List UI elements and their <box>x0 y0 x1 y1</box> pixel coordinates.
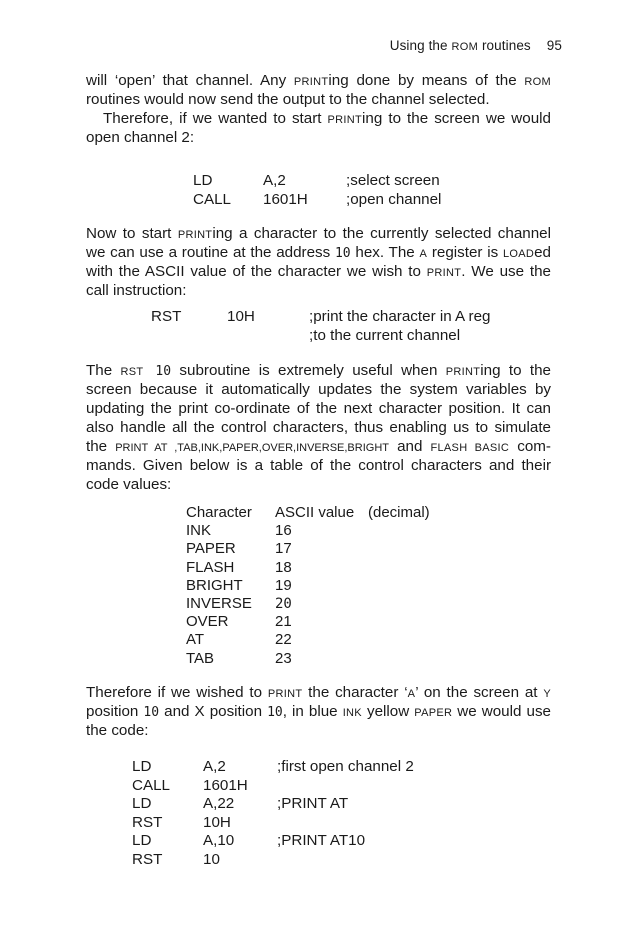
text-line: Therefore if we wished to PRINT the character ‘A’ on the screen at Y <box>86 684 551 701</box>
code-comment: ;select screen <box>346 172 440 189</box>
text-line: mands. Given below is a table of the control characters and their <box>86 457 551 474</box>
column-header: (decimal) <box>368 504 430 521</box>
control-character: OVER <box>186 613 229 631</box>
ascii-value: 19 <box>275 576 292 594</box>
control-character: FLASH <box>186 558 235 576</box>
code-op: LD <box>132 758 152 775</box>
code-comment: ;print the character in A reg <box>309 308 491 325</box>
column-header: Character <box>186 504 252 521</box>
code-op: LD <box>193 172 213 189</box>
running-header <box>390 38 562 53</box>
code-op: RST <box>132 813 163 831</box>
code-arg: A,2 <box>203 758 226 775</box>
ascii-value: 16 <box>275 522 292 540</box>
code-op: LD <box>132 832 152 849</box>
text-line: call instruction: <box>86 282 187 299</box>
code-op: RST <box>132 850 163 868</box>
code-arg: 10H <box>203 813 231 831</box>
column-header: ASCII value <box>275 504 355 521</box>
control-character: BRIGHT <box>186 576 243 594</box>
ascii-value: 21 <box>275 613 292 631</box>
paragraph-5 <box>86 683 551 740</box>
code-arg: 10H <box>227 308 255 325</box>
text-line: The RST 10 subroutine is extremely useful when PRINTing to the <box>86 362 552 379</box>
control-character: PAPER <box>186 540 236 558</box>
ascii-value: 23 <box>275 649 292 667</box>
code-arg: 1601H <box>263 191 308 208</box>
paragraph-2 <box>86 109 551 147</box>
ascii-value: 20 <box>275 595 292 612</box>
code-op: RST <box>151 308 182 325</box>
ascii-value: 17 <box>275 540 292 558</box>
text-line: code values: <box>86 476 172 493</box>
text-line: position 10 and X position 10, in blue INK yellow PAPER we would use <box>86 703 551 720</box>
text-line: routines would now send the output to the channel selected. <box>86 91 490 108</box>
text-line: with the ASCII value of the character we wish to PRINT. We use the <box>86 263 551 280</box>
running-title: Using the ROM routines <box>389 38 531 53</box>
code-comment: ;first open channel 2 <box>277 758 414 775</box>
text-line: screen because it automatically updates the system variables by <box>86 381 551 398</box>
text-line: will ‘open’ that channel. Any PRINTing done by means of the ROM <box>86 72 551 89</box>
code-arg: 10 <box>203 850 220 868</box>
paragraph-1 <box>86 71 551 109</box>
control-character: TAB <box>186 649 215 667</box>
code-arg: A,10 <box>203 832 235 849</box>
text-line: also handle all the control characters, thus enabling us to simulate <box>86 419 551 436</box>
text-line: Therefore, if we wanted to start PRINTing to the screen we would <box>103 110 551 127</box>
code-op: CALL <box>193 191 231 208</box>
control-character: INVERSE <box>186 594 252 612</box>
text-line: the PRINT AT ,TAB,INK,PAPER,OVER,INVERSE,BRIGHT and FLASH BASIC com- <box>86 438 551 455</box>
ascii-value: 22 <box>275 631 292 649</box>
code-comment: ;PRINT AT10 <box>277 832 366 849</box>
code-comment: ;PRINT AT <box>277 795 349 812</box>
control-character: INK <box>186 522 212 540</box>
code-arg: 1601H <box>203 776 248 794</box>
code-comment: ;open channel <box>346 191 442 208</box>
ascii-value: 18 <box>275 558 292 576</box>
text-line: we can use a routine at the address 10 hex. The A register is LOADed <box>86 244 551 261</box>
code-op: CALL <box>132 776 170 794</box>
code-op: LD <box>132 795 152 812</box>
text-line: updating the print co-ordinate of the next character position. It can <box>86 400 551 417</box>
text-line: the code: <box>86 722 149 739</box>
code-comment: ;to the current channel <box>309 327 461 344</box>
text-line: Now to start PRINTing a character to the currently selected channel <box>86 225 552 242</box>
paragraph-4 <box>86 361 551 494</box>
code-arg: A,22 <box>203 795 235 812</box>
page-number: 95 <box>546 38 562 53</box>
control-character: AT <box>186 631 205 649</box>
code-arg: A,2 <box>263 172 286 189</box>
paragraph-3 <box>86 224 551 300</box>
text-line: open channel 2: <box>86 129 195 146</box>
